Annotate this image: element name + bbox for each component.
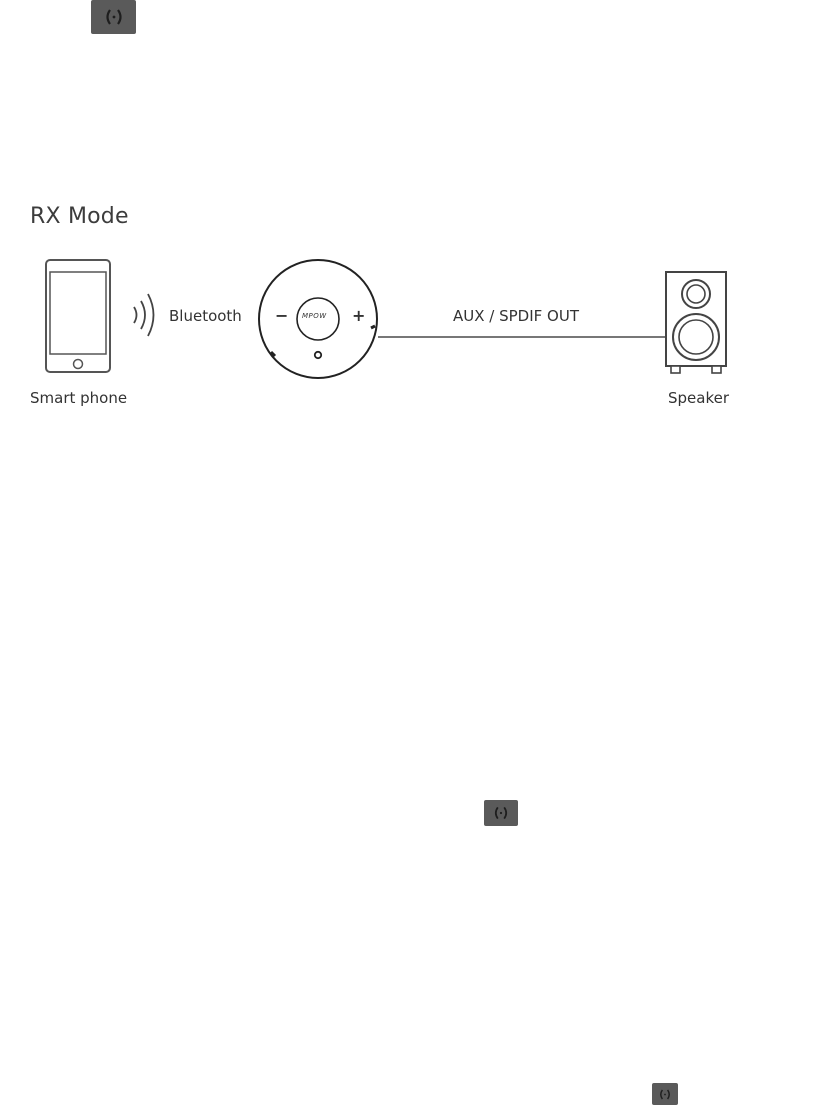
volume-up-symbol: + [352,306,366,325]
smartphone-icon [44,258,112,376]
output-label: AUX / SPDIF OUT [453,307,579,325]
volume-down-symbol: − [275,306,289,325]
section-title: RX Mode [30,204,129,229]
smartphone-label: Smart phone [30,389,128,407]
aux-cable-line [378,334,670,340]
speaker-label: Speaker [668,389,730,407]
pairing-button-icon [91,0,136,34]
speaker-icon [664,270,728,378]
bluetooth-waves-icon [130,290,160,340]
pairing-button-icon [484,800,518,826]
bluetooth-label: Bluetooth [169,307,242,325]
rx-mode-diagram [0,250,831,420]
pairing-button-icon [652,1083,678,1105]
device-logo: MPOW [302,312,327,320]
